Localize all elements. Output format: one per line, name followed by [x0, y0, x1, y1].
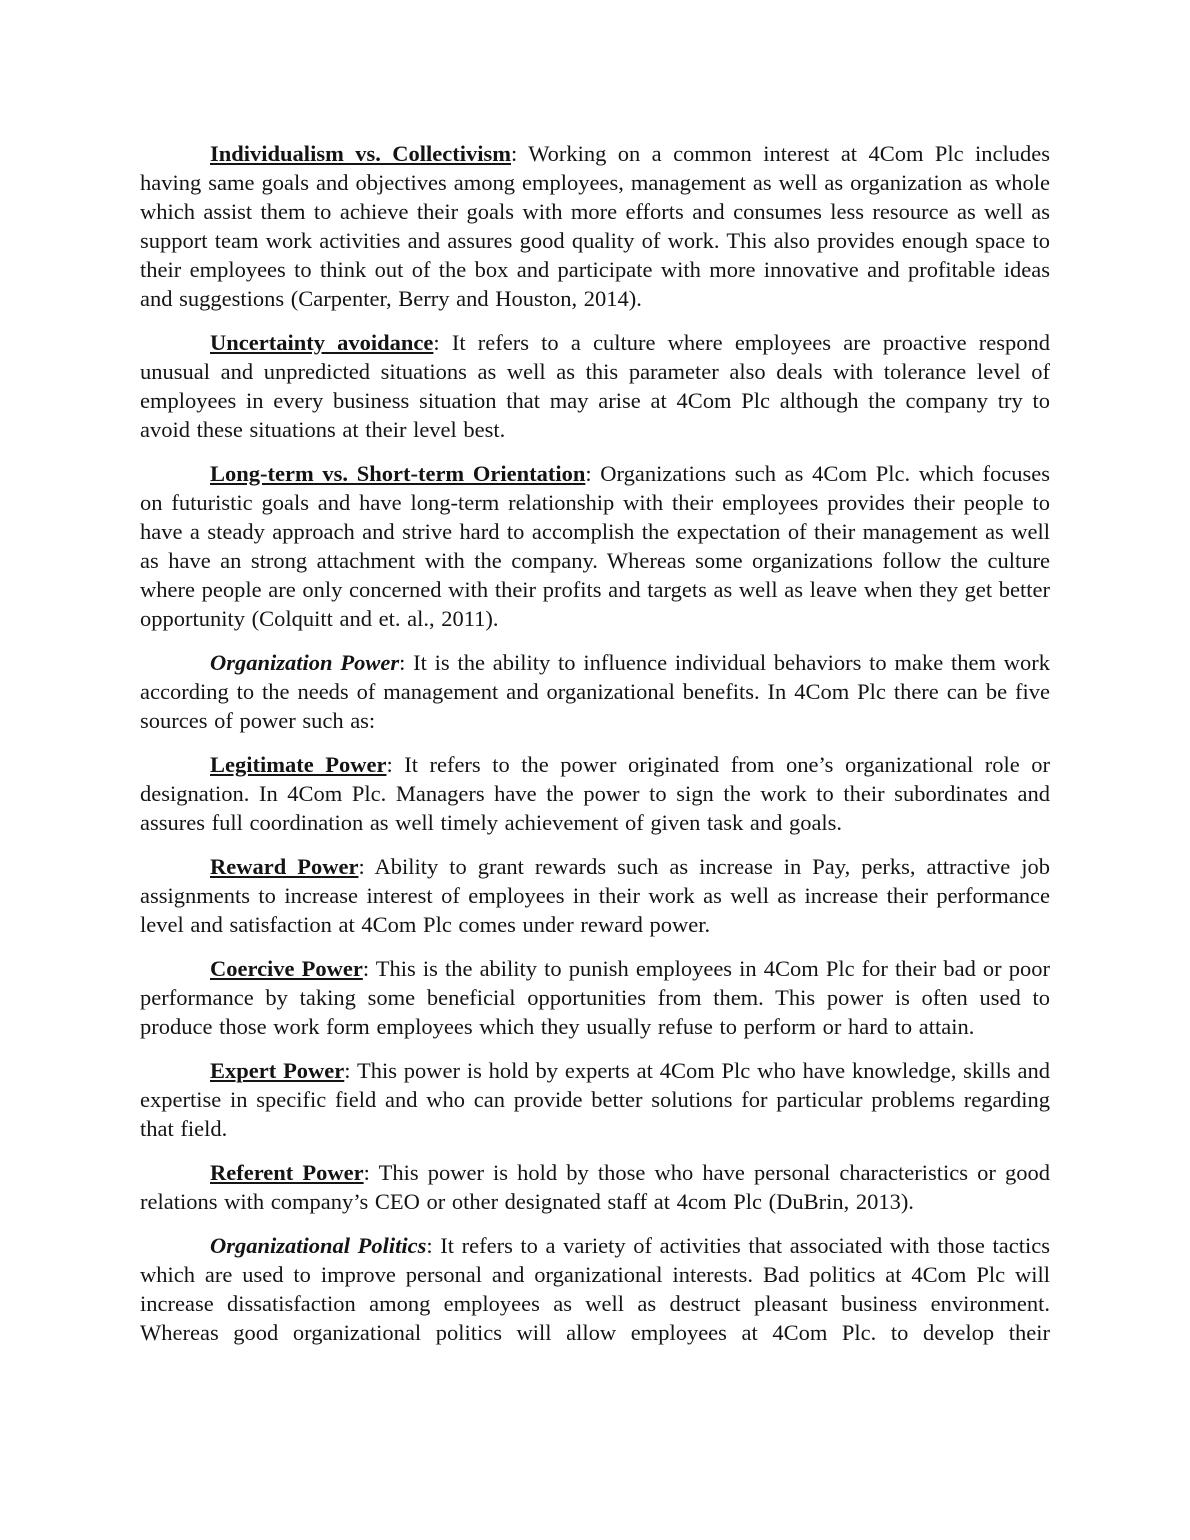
paragraph-lead: Coercive Power — [210, 956, 363, 981]
paragraph-lead: Referent Power — [210, 1160, 364, 1185]
paragraph-lead: Long-term vs. Short-term Orientation — [210, 461, 586, 486]
paragraph-lead: Reward Power — [210, 854, 359, 879]
paragraph-body: : Working on a common interest at 4Com Plc includes having same goals and objectives among employees, management as well as organization as whole which assist them to achieve their goals with more efforts and consumes less resource as well as support team work activities and assures good quality of work. This also provides enough space to their employees to think out of the box and participate with more innovative and profitable ideas and suggestions (Carpenter, Berry and Houston, 2014). — [140, 141, 1050, 311]
paragraph-lead: Expert Power — [210, 1058, 345, 1083]
paragraph-body: : Ability to grant rewards such as increase in Pay, perks, attractive job assignments to increase interest of employees in their work as well as increase their performance level and satisfaction at 4Com Plc comes under reward power. — [140, 854, 1050, 937]
paragraph-body: : This is the ability to punish employees in 4Com Plc for their bad or poor performance by taking some beneficial opportunities from them. This power is often used to produce those work form employees which they usually refuse to perform or hard to attain. — [140, 956, 1050, 1039]
paragraph-individualism-collectivism — [140, 139, 1050, 313]
paragraph-referent-power — [140, 1158, 1050, 1216]
paragraph-organizational-politics — [140, 1231, 1050, 1347]
paragraph-lead: Individualism vs. Collectivism — [210, 141, 511, 166]
paragraph-lead: Organization Power — [210, 650, 400, 675]
paragraph-body: : It is the ability to influence individual behaviors to make them work according to the needs of management and organizational benefits. In 4Com Plc there can be five sources of power such as: — [140, 650, 1051, 733]
paragraph-body: : Organizations such as 4Com Plc. which focuses on futuristic goals and have long-term relationship with their employees provides their people to have a steady approach and strive hard to accomplish the expectation of their management as well as have an strong attachment with the company. Whereas some organizations follow the culture where people are only concerned with their profits and targets as well as leave when they get better opportunity (Colquitt and et. al., 2011). — [140, 461, 1050, 631]
paragraph-legitimate-power — [140, 750, 1050, 837]
paragraph-expert-power — [140, 1056, 1050, 1143]
paragraph-body: : This power is hold by experts at 4Com Plc who have knowledge, skills and expertise in specific field and who can provide better solutions for particular problems regarding that field. — [140, 1058, 1050, 1141]
paragraph-coercive-power — [140, 954, 1050, 1041]
paragraph-body: : It refers to a variety of activities that associated with those tactics which are used to improve personal and organizational interests. Bad politics at 4Com Plc will increase dissatisfaction among employees as well as destruct pleasant business environment. Whereas good organizational politics will allow employees at 4Com Plc. to develop their — [140, 1233, 1050, 1345]
paragraph-lead: Uncertainty avoidance — [210, 330, 434, 355]
paragraph-longterm-shortterm — [140, 459, 1050, 633]
paragraph-body: : It refers to a culture where employees are proactive respond unusual and unpredicted situations as well as this parameter also deals with tolerance level of employees in every business situation that may arise at 4Com Plc although the company try to avoid these situations at their level best. — [140, 330, 1051, 442]
paragraph-organization-power — [140, 648, 1050, 735]
paragraph-lead: Legitimate Power — [210, 752, 387, 777]
paragraph-body: : It refers to the power originated from one’s organizational role or designation. In 4Com Plc. Managers have the power to sign the work to their subordinates and assures full coordination as well timely achievement of given task and goals. — [140, 752, 1050, 835]
paragraph-lead: Organizational Politics — [210, 1233, 427, 1258]
paragraph-uncertainty-avoidance — [140, 328, 1050, 444]
paragraph-reward-power — [140, 852, 1050, 939]
paragraph-body: : This power is hold by those who have personal characteristics or good relations with company’s CEO or other designated staff at 4com Plc (DuBrin, 2013). — [140, 1160, 1050, 1214]
